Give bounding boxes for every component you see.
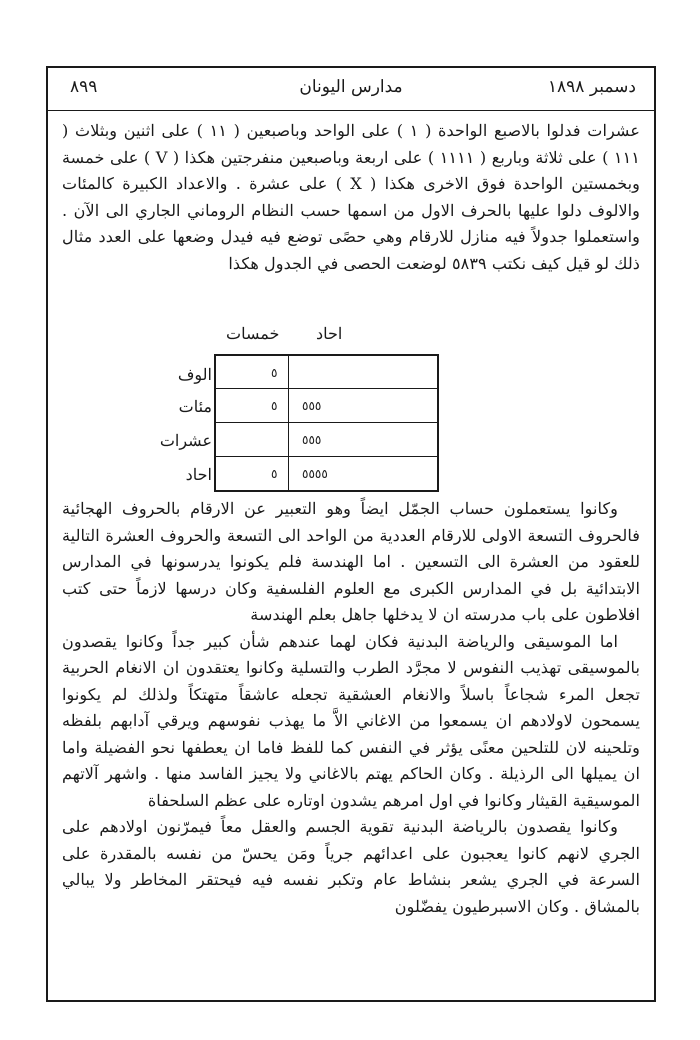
pebbles-ones-hundreds: ٥٥٥ <box>302 399 322 413</box>
row-label-hundreds: مئات <box>178 397 212 416</box>
row-divider <box>216 456 437 457</box>
row-label-tens: عشرات <box>159 431 212 450</box>
pebbles-ones-ones: ٥٥٥٥ <box>302 467 328 481</box>
book-page <box>46 66 656 1002</box>
main-text <box>62 496 640 920</box>
header-date: دسمبر ۱۸۹۸ <box>547 77 636 97</box>
column-header-fives: خمسات <box>226 324 280 343</box>
row-label-ones: احاد <box>185 465 212 484</box>
paragraph-calculation: وكانوا يستعملون حساب الجمّل ايضاً وهو التعبير عن الارقام بالحروف الهجائية فالحروف التسعة الاولى للارقام العددية من الواحد الى التسعة والحروف العشرة التالية للعقود من العشرة الى التسعين . اما الهندسة فلم يكونوا يدرسونها في المدارس الابتدائية بل في المدارس الكبرى مع العلوم الفلسفية وكان درسها لازماً حتى كتب افلاطون على باب مدرسته ان لا يدخلها جاهل بعلم الهندسة <box>62 499 640 624</box>
paragraph-athletics: وكانوا يقصدون بالرياضة البدنية تقوية الجسم والعقل معاً فيمرّنون اولادهم على الجري لانهم كانوا يعجبون على اعدائهم جرياً ومَن يحسّ من نفسه بالمقدرة على السرعة في الجري يشعر بنشاط عام وتكبر نفسه فيه فيحتقر المخاطر ولا يبالي بالمشاق . وكان الاسبرطيون يفضّلون <box>62 817 640 916</box>
paragraph-music: اما الموسيقى والرياضة البدنية فكان لهما عندهم شأن كبير جداً وكانوا يقصدون بالموسيقى تهذيب النفوس لا مجرَّد الطرب والتسلية وكانوا يعتقدون ان الانغام الحربية تجعل المرء شجاعاً باسلاً والانغام العشقية تجعله عاشقاً متهتكاً ولذلك لم يكونوا يسمحون لاولادهم ان يسمعوا من الاغاني الاَّ ما يهذب نفوسهم ويرقي آدابهم بلفظه وتلحينه لان للتلحين معنًى يؤثر في النفس كما للفظ فاما ان يعطفها نحو الفضيلة واما ان يميلها الى الرذيلة . وكان الحاكم يهتم بالاغاني ولا يجيز الفاسد منها . واشهر آلاتهم الموسيقية القيثار وكانوا في اول امرهم يشدون اوتاره على عظم السلحفاة <box>62 631 640 810</box>
pebble-five-hundreds: ٥ <box>271 399 278 413</box>
column-header-ones: احاد <box>316 324 343 343</box>
pebble-five-thousands: ٥ <box>271 366 278 380</box>
header-title: مدارس اليونان <box>299 77 403 97</box>
row-label-thousands: الوف <box>177 365 212 384</box>
page-number: ٨٩٩ <box>70 77 98 97</box>
column-divider <box>288 356 289 490</box>
abacus-figure <box>48 324 654 494</box>
pebbles-ones-tens: ٥٥٥ <box>302 433 322 447</box>
pebble-five-ones: ٥ <box>271 467 278 481</box>
page-header <box>48 68 654 111</box>
paragraph-text: عشرات فدلوا بالاصبع الواحدة ( ١ ) على الواحد وباصبعين ( ١١ ) على اثنين وبثلاث ( ١١١ ) على ثلاثة وباربع ( ١١١١ ) على اربعة وباصبعين منفرجتين هكذا ( V ) على خمسة وبخمستين الواحدة فوق الاخرى هكذا ( X ) على عشرة . والاعداد الكبيرة كالمئات والالوف دلوا عليها بالحرف الاول من اسمها حسب النظام الروماني الجاري الى الآن . واستعملوا جدولاً فيه منازل للارقام وهي حصًى توضع فيه فيدل وضعها على العدد مثال ذلك لو قيل كيف نكتب ٥٨٣٩ لوضعت الحصى في الجدول هكذا <box>62 121 641 273</box>
row-divider <box>216 388 437 389</box>
row-divider <box>216 422 437 423</box>
intro-paragraph <box>62 118 640 277</box>
